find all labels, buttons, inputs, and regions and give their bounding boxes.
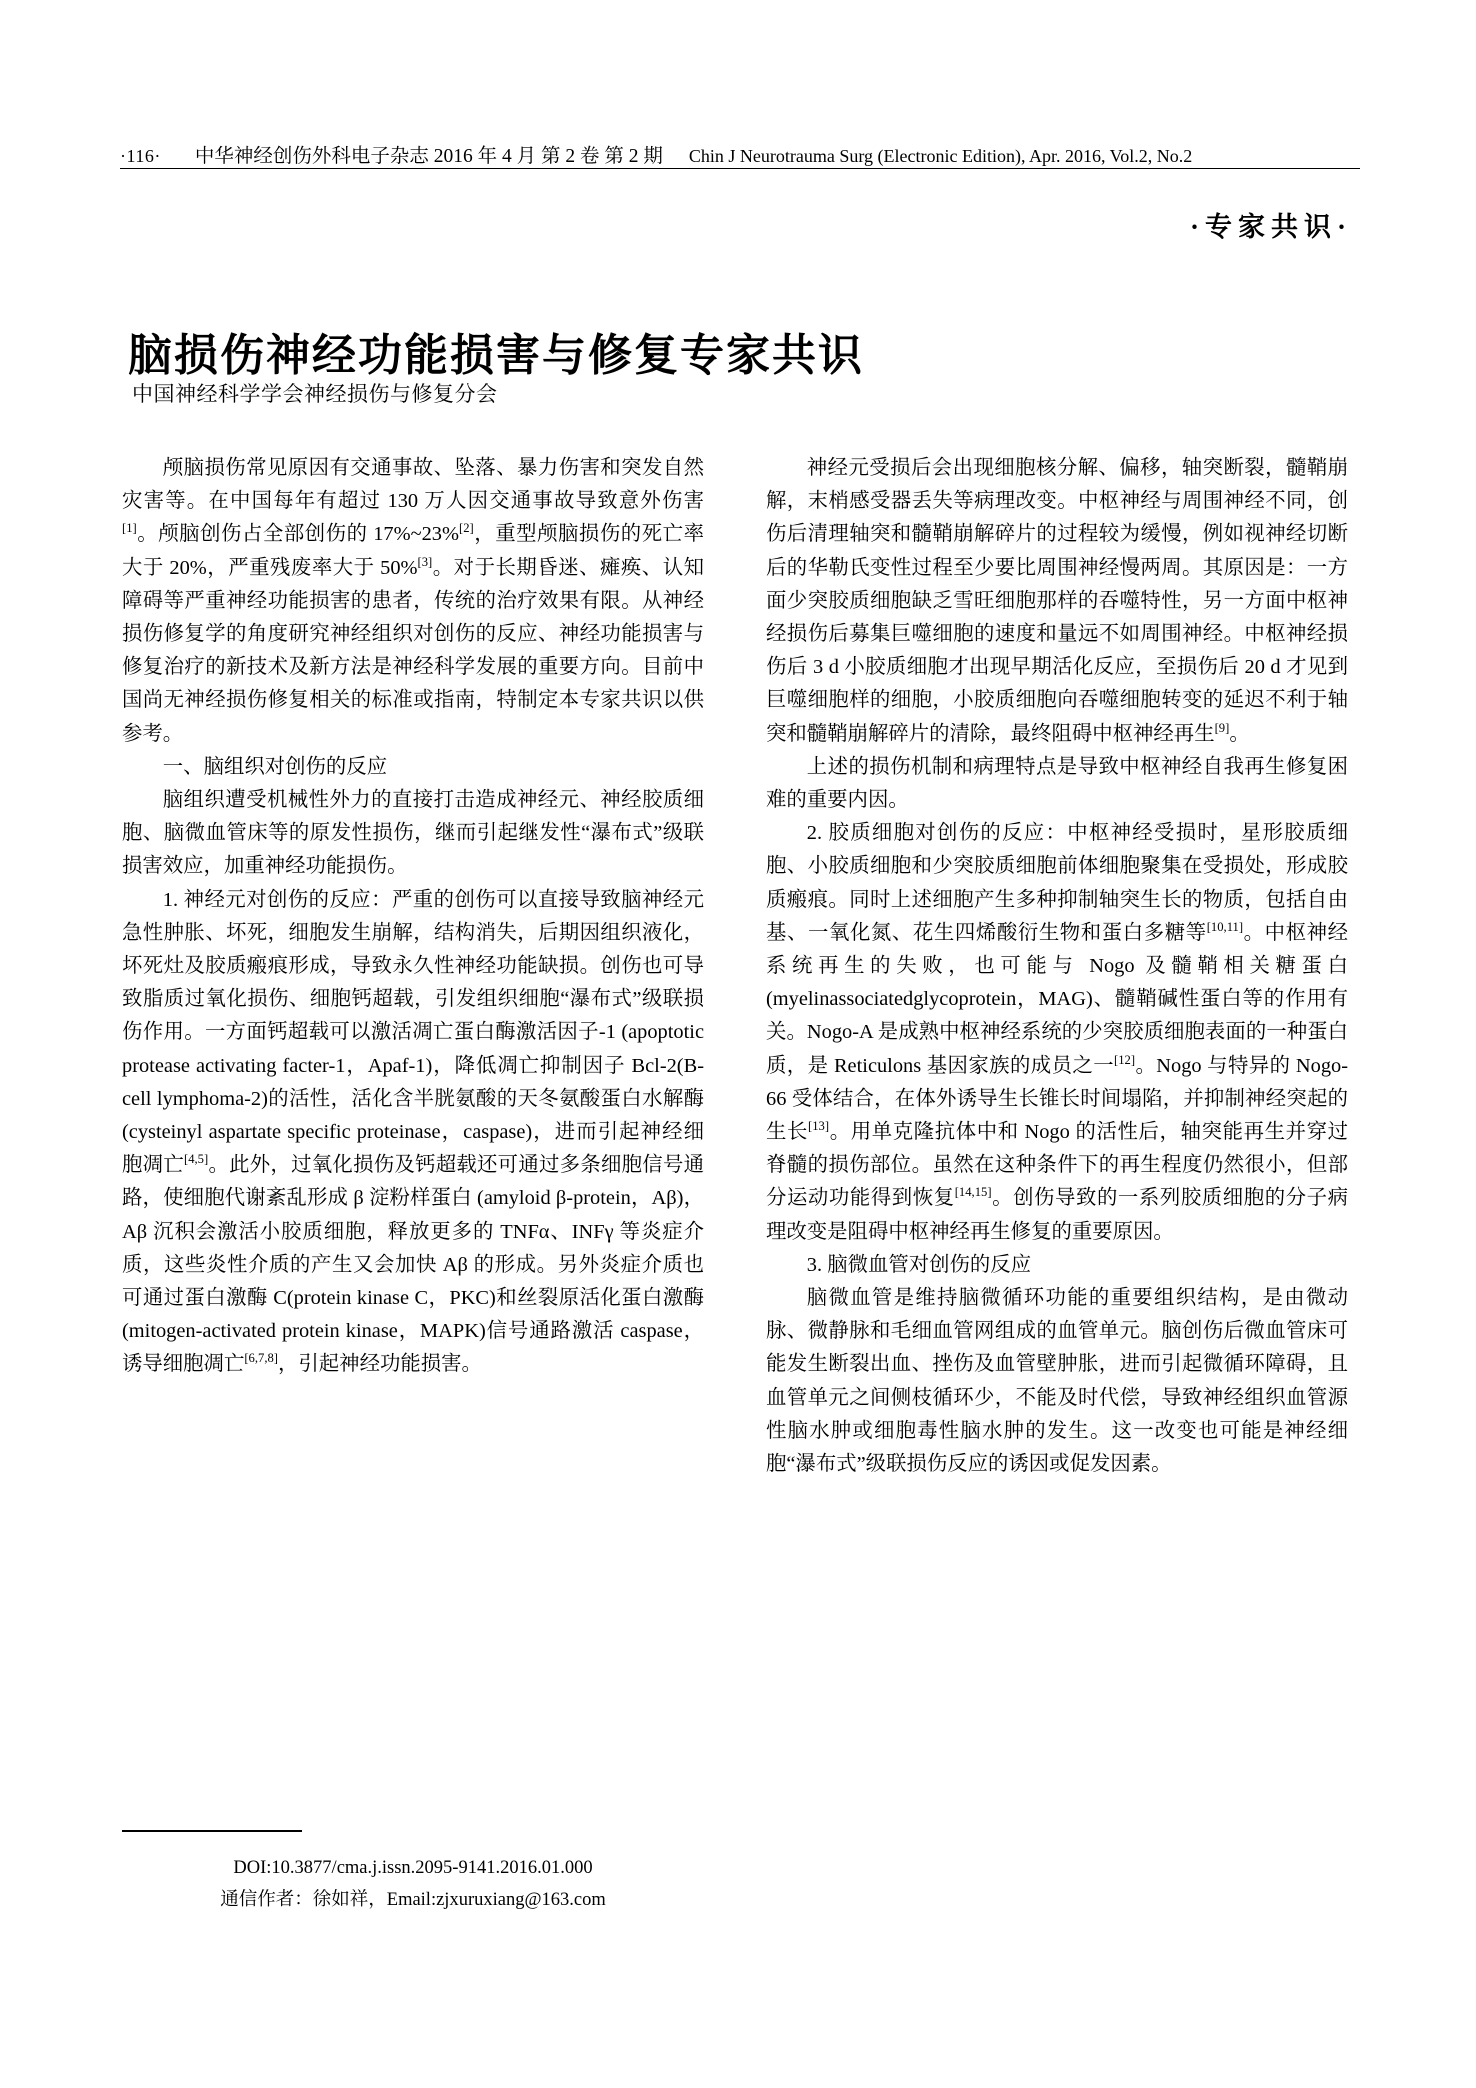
page-title: 脑损伤神经功能损害与修复专家共识 bbox=[128, 331, 864, 381]
paragraph-heading: 一、脑组织对创伤的反应 bbox=[162, 755, 388, 778]
paragraph: 颅脑损伤常见原因有交通事故、坠落、暴力伤害和突发自然灾害等。在中国每年有超过 130 万人因交通事故导致意外伤害[1]。颅脑创伤占全部创伤的 17%~23%[2]，重型颅脑损伤的死亡率大于 20%，严重残废率大于 50%[3]。对于长期昏迷、瘫痪、认知障碍等严重神经功能损害的患者，传统的治疗效果有限。从神经损伤修复学的角度研究神经组织对创伤的反应、神经功能损害与修复治疗的新技术及新方法是神经科学发展的重要方向。目前中国尚无神经损伤修复相关的标准或指南，特制定本专家共识以供参考。 bbox=[122, 457, 705, 745]
paragraph: 2. 胶质细胞对创伤的反应：中枢神经受损时，星形胶质细胞、小胶质细胞和少突胶质细胞前体细胞聚集在受损处，形成胶质瘢痕。同时上述细胞产生多种抑制轴突生长的物质，包括自由基、一氧化氮、花生四烯酸衍生物和蛋白多糖等[10,11]。中枢神经系统再生的失败，也可能与 Nogo 及髓鞘相关糖蛋白(myelinassociatedglycoprotein，MAG)、髓鞘碱性蛋白等的作用有关。Nogo-A 是成熟中枢神经系统的少突胶质细胞表面的一种蛋白质，是 Reticulons 基因家族的成员之一[12]。Nogo 与特异的 Nogo-66 受体结合，在体外诱导生长锥长时间塌陷，并抑制神经突起的生长[13]。用单克隆抗体中和 Nogo 的活性后，轴突能再生并穿过脊髓的损伤部位。虽然在这种条件下的再生程度仍然很小，但部分运动功能得到恢复[14,15]。创伤导致的一系列胶质细胞的分子病理改变是阻碍中枢神经再生修复的重要原因。 bbox=[766, 822, 1349, 1243]
paragraph-heading: 3. 脑微血管对创伤的反应 bbox=[806, 1253, 1032, 1276]
footnote-divider bbox=[122, 1830, 302, 1832]
corresponding-author-text: 通信作者：徐如祥，Email:zjxuruxiang@163.com bbox=[220, 1890, 606, 1910]
header-divider bbox=[120, 168, 1360, 169]
journal-title-cn: 中华神经创伤外科电子杂志 2016 年 4 月 第 2 卷 第 2 期 bbox=[194, 146, 663, 167]
doi-text: DOI:10.3877/cma.j.issn.2095-9141.2016.01.000 bbox=[233, 1858, 593, 1878]
paragraph: 上述的损伤机制和病理特点是导致中枢神经自我再生修复困难的重要内因。 bbox=[766, 755, 1348, 812]
body-column-right bbox=[766, 452, 1348, 1481]
paragraph: 脑微血管是维持脑微循环功能的重要组织结构，是由微动脉、微静脉和毛细血管网组成的血管单元。脑创伤后微血管床可能发生断裂出血、挫伤及血管壁肿胀，进而引起微循环障碍，且血管单元之间侧枝循环少，不能及时代偿，导致神经组织血管源性脑水肿或细胞毒性脑水肿的发生。这一改变也可能是神经细胞“瀑布式”级联损伤反应的诱因或促发因素。 bbox=[766, 1287, 1348, 1476]
section-label: ·专家共识· bbox=[1189, 212, 1352, 242]
paragraph: 1. 神经元对创伤的反应：严重的创伤可以直接导致脑神经元急性肿胀、坏死，细胞发生崩解，结构消失，后期因组织液化，坏死灶及胶质瘢痕形成，导致永久性神经功能缺损。创伤也可导致脂质过氧化损伤、细胞钙超载，引发组织细胞“瀑布式”级联损伤作用。一方面钙超载可以激活凋亡蛋白酶激活因子-1 (apoptotic protease activating facter-1，Apaf-1)，降低凋亡抑制因子 Bcl-2(B-cell lymphoma-2)的活性，活化含半胱氨酸的天冬氨酸蛋白水解酶(cysteinyl aspartate specific proteinase，caspase)，进而引起神经细胞凋亡[4,5]。此外，过氧化损伤及钙超载还可通过多条细胞信号通路，使细胞代谢紊乱形成 β 淀粉样蛋白 (amyloid β-protein，Aβ)，Aβ 沉积会激活小胶质细胞，释放更多的 TNFα、INFγ 等炎症介质，这些炎性介质的产生又会加快 Aβ 的形成。另外炎症介质也可通过蛋白激酶 C(protein kinase C，PKC)和丝裂原活化蛋白激酶 (mitogen-activated protein kinase，MAPK)信号通路激活 caspase，诱导细胞凋亡[6,7,8]，引起神经功能损害。 bbox=[122, 888, 705, 1376]
journal-title-en: Chin J Neurotrauma Surg (Electronic Edition), Apr. 2016, Vol.2, No.2 bbox=[688, 146, 1193, 166]
running-head bbox=[120, 140, 1360, 168]
paragraph: 脑组织遭受机械性外力的直接打击造成神经元、神经胶质细胞、脑微血管床等的原发性损伤，继而引起继发性“瀑布式”级联损害效应，加重神经功能损伤。 bbox=[122, 789, 704, 878]
footnote-block bbox=[122, 1852, 704, 1916]
paragraph: 神经元受损后会出现细胞核分解、偏移，轴突断裂，髓鞘崩解，末梢感受器丢失等病理改变。中枢神经与周围神经不同，创伤后清理轴突和髓鞘崩解碎片的过程较为缓慢，例如视神经切断后的华勒氏变性过程至少要比周围神经慢两周。其原因是：一方面少突胶质细胞缺乏雪旺细胞那样的吞噬特性，另一方面中枢神经损伤后募集巨噬细胞的速度和量远不如周围神经。中枢神经损伤后 3 d 小胶质细胞才出现早期活化反应，至损伤后 20 d 才见到巨噬细胞样的细胞，小胶质细胞向吞噬细胞转变的延迟不利于轴突和髓鞘崩解碎片的清除，最终阻碍中枢神经再生[9]。 bbox=[766, 457, 1348, 745]
body-column-left bbox=[122, 452, 704, 1382]
article-byline: 中国神经科学学会神经损伤与修复分会 bbox=[132, 382, 498, 406]
page-folio: ·116· bbox=[120, 146, 161, 166]
